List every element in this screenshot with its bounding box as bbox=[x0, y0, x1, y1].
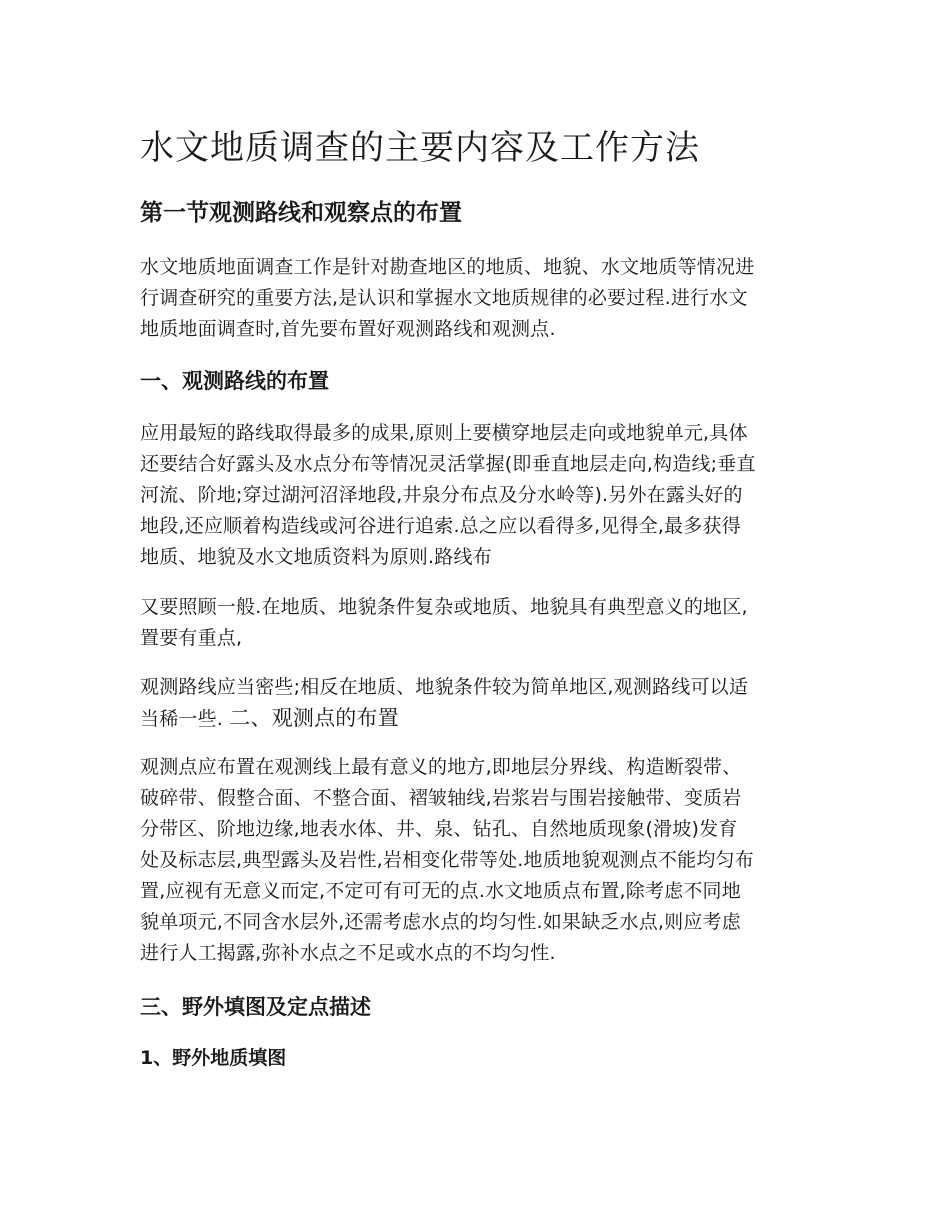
document-title: 水文地质调查的主要内容及工作方法 bbox=[140, 128, 700, 168]
paragraph-line: 观测点应布置在观测线上最有意义的地方,即地层分界线、构造断裂带、 bbox=[140, 756, 742, 778]
heading-point-layout: 二、观测点的布置 bbox=[229, 706, 399, 730]
paragraph-line: 地质地面调查时,首先要布置好观测路线和观测点. bbox=[140, 318, 556, 340]
density-paragraph bbox=[140, 672, 812, 735]
route-paragraph bbox=[140, 418, 812, 573]
paragraph-line: 行调查研究的重要方法,是认识和掌握水文地质规律的必要过程.进行水文 bbox=[140, 287, 748, 309]
paragraph-line: 观测路线应当密些;相反在地质、地貌条件较为简单地区,观测路线可以适 bbox=[140, 676, 749, 698]
paragraph-line: 地段,还应顺着构造线或河谷进行追索.总之应以看得多,见得全,最多获得 bbox=[140, 515, 741, 537]
paragraph-fragment: 当稀一些. bbox=[140, 708, 230, 730]
paragraph-line: 还要结合好露头及水点分布等情况灵活掌握(即垂直地层走向,构造线;垂直 bbox=[140, 453, 756, 475]
paragraph-line: 又要照顾一般.在地质、地貌条件复杂或地质、地貌具有典型意义的地区, bbox=[140, 596, 748, 618]
heading-field-mapping: 三、野外填图及定点描述 bbox=[140, 995, 371, 1019]
paragraph-line: 处及标志层,典型露头及岩性,岩相变化带等处.地质地貌观测点不能均匀布 bbox=[140, 849, 754, 871]
paragraph-line: 水文地质地面调查工作是针对勘查地区的地质、地貌、水文地质等情况进 bbox=[140, 256, 755, 278]
emphasis-paragraph bbox=[140, 592, 812, 654]
paragraph-line: 置要有重点, bbox=[140, 627, 243, 649]
intro-paragraph bbox=[140, 252, 812, 345]
paragraph-line: 河流、阶地;穿过湖河沼泽地段,井泉分布点及分水岭等).另外在露头好的 bbox=[140, 484, 743, 506]
point-paragraph bbox=[140, 752, 812, 969]
heading-route-layout: 一、观测路线的布置 bbox=[140, 369, 329, 393]
paragraph-line: 分带区、阶地边缘,地表水体、井、泉、钻孔、自然地质现象(滑坡)发育 bbox=[140, 818, 738, 840]
paragraph-line: 破碎带、假整合面、不整合面、褶皱轴线,岩浆岩与围岩接触带、变质岩 bbox=[140, 787, 742, 809]
paragraph-line-with-heading bbox=[140, 703, 812, 735]
subheading-geologic-mapping: 1、野外地质填图 bbox=[140, 1047, 287, 1069]
paragraph-line: 地质、地貌及水文地质资料为原则.路线布 bbox=[140, 546, 492, 568]
paragraph-line: 置,应视有无意义而定,不定可有可无的点.水文地质点布置,除考虑不同地 bbox=[140, 880, 741, 902]
paragraph-line: 进行人工揭露,弥补水点之不足或水点的不均匀性. bbox=[140, 942, 556, 964]
section-title: 第一节观测路线和观察点的布置 bbox=[140, 200, 462, 226]
paragraph-line: 貌单项元,不同含水层外,还需考虑水点的均匀性.如果缺乏水点,则应考虑 bbox=[140, 911, 741, 933]
paragraph-line: 应用最短的路线取得最多的成果,原则上要横穿地层走向或地貌单元,具体 bbox=[140, 422, 748, 444]
